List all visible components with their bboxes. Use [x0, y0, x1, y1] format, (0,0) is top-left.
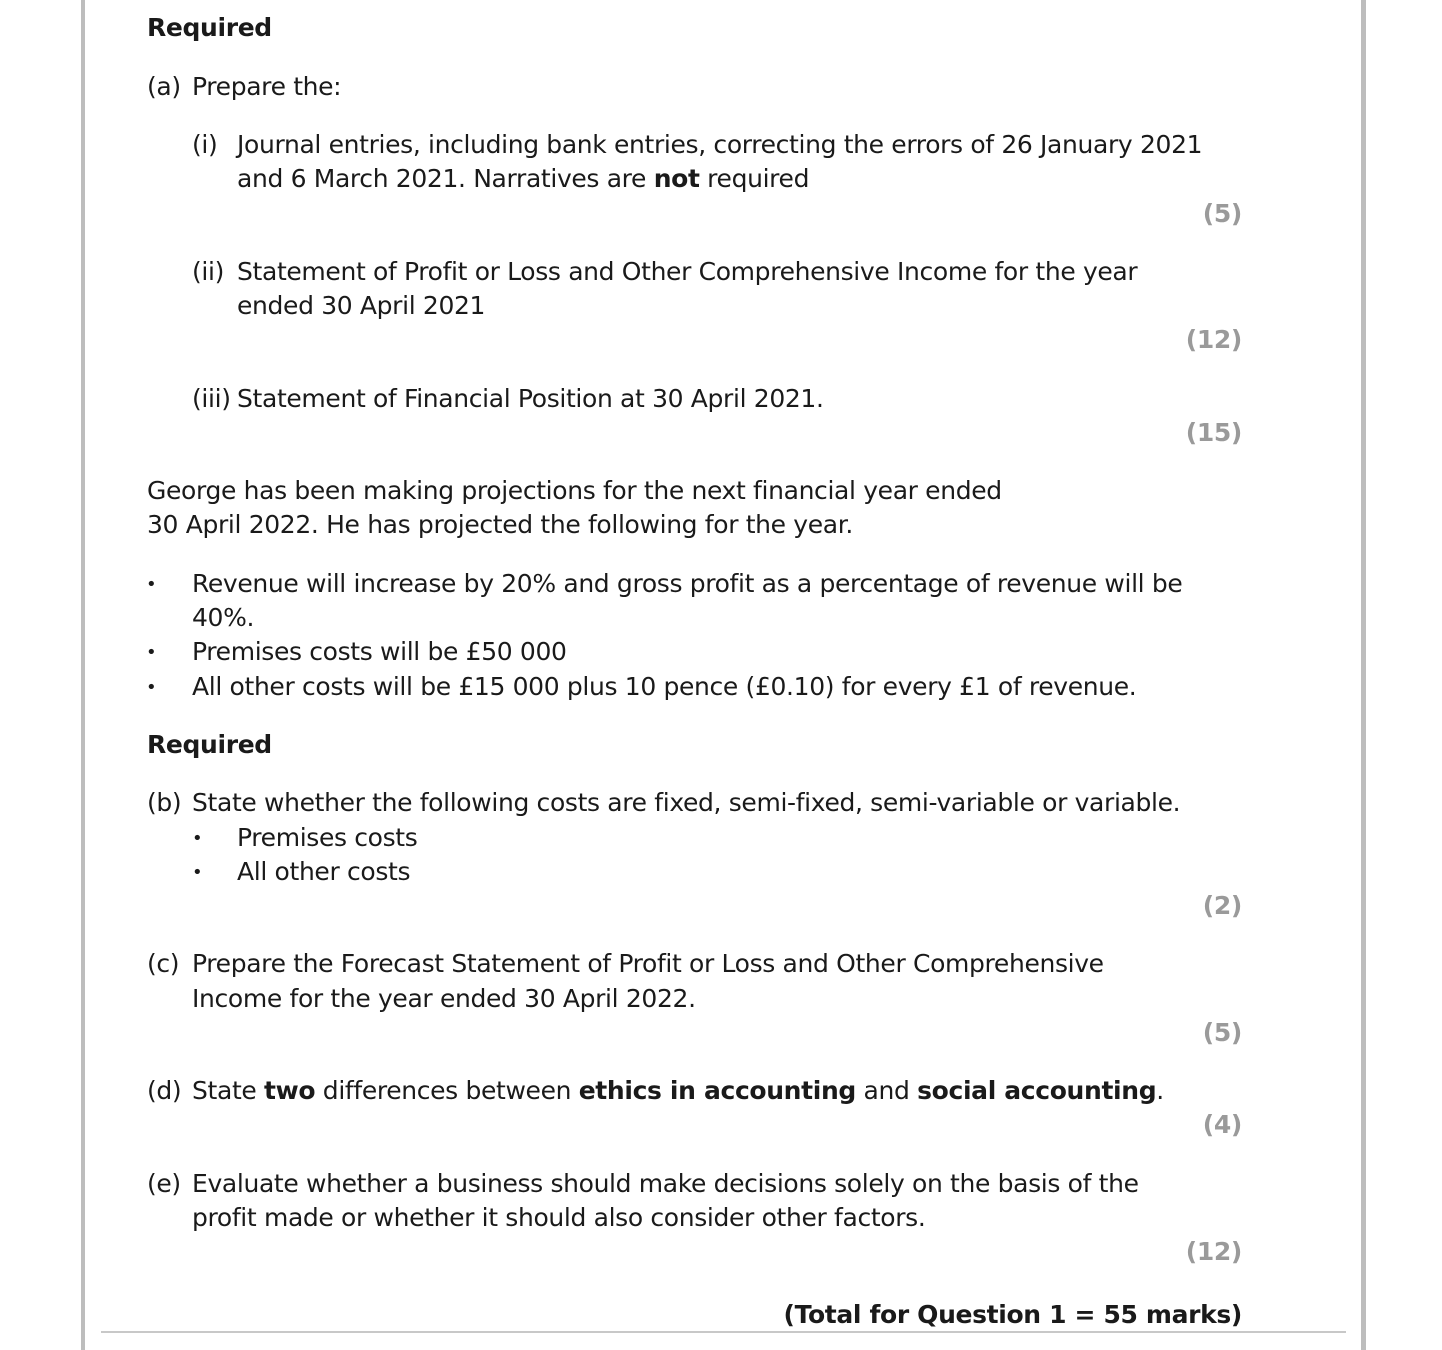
- part-e-label: (e): [147, 1169, 181, 1198]
- projection-bullet-1-cont: 40%.: [192, 603, 255, 632]
- part-a-ii-line1: Statement of Profit or Loss and Other Comprehensive Income for the year: [237, 257, 1138, 286]
- part-c-line1: Prepare the Forecast Statement of Profit or Loss and Other Comprehensive: [192, 949, 1104, 978]
- question-total: (Total for Question 1 = 55 marks): [783, 1300, 1242, 1329]
- part-c-line2: Income for the year ended 30 April 2022.: [192, 984, 696, 1013]
- part-b-item-1: Premises costs: [237, 823, 418, 852]
- part-a-ii-label: (ii): [192, 257, 224, 286]
- part-c-label: (c): [147, 949, 180, 978]
- part-c-marks: (5): [1202, 1018, 1242, 1047]
- part-a-text: Prepare the:: [192, 72, 342, 101]
- part-e-line2: profit made or whether it should also consider other factors.: [192, 1203, 926, 1232]
- bullet-icon: •: [146, 574, 157, 595]
- projection-line1: George has been making projections for the next financial year ended: [147, 476, 1002, 505]
- part-a-iii-label: (iii): [192, 384, 231, 413]
- bullet-icon: •: [146, 677, 157, 698]
- part-a-label: (a): [147, 72, 181, 101]
- part-a-i-line1: Journal entries, including bank entries, correcting the errors of 26 January 2021: [237, 130, 1203, 159]
- part-a-iii-line1: Statement of Financial Position at 30 April 2021.: [237, 384, 824, 413]
- part-e-line1: Evaluate whether a business should make decisions solely on the basis of the: [192, 1169, 1139, 1198]
- part-a-iii-marks: (15): [1185, 418, 1242, 447]
- part-d-label: (d): [147, 1076, 182, 1105]
- required-heading: Required: [147, 730, 272, 759]
- projection-bullet-3: All other costs will be £15 000 plus 10 pence (£0.10) for every £1 of revenue.: [192, 672, 1137, 701]
- page-border-left: [81, 0, 85, 1350]
- part-e-marks: (12): [1185, 1237, 1242, 1266]
- page-border-right: [1361, 0, 1366, 1350]
- bullet-icon: •: [192, 862, 203, 883]
- part-b-marks: (2): [1202, 891, 1242, 920]
- projection-line2: 30 April 2022. He has projected the following for the year.: [147, 510, 853, 539]
- bottom-rule: [101, 1331, 1346, 1333]
- part-d-marks: (4): [1202, 1110, 1242, 1139]
- projection-bullet-2: Premises costs will be £50 000: [192, 637, 567, 666]
- part-b-item-2: All other costs: [237, 857, 411, 886]
- part-b-text: State whether the following costs are fixed, semi-fixed, semi-variable or variable.: [192, 788, 1181, 817]
- part-d-text: State two differences between ethics in accounting and social accounting.: [192, 1076, 1164, 1105]
- part-a-i-marks: (5): [1202, 199, 1242, 228]
- part-a-ii-marks: (12): [1185, 325, 1242, 354]
- projection-bullet-1: Revenue will increase by 20% and gross profit as a percentage of revenue will be: [192, 569, 1183, 598]
- required-heading: Required: [147, 13, 272, 42]
- part-a-i-line2: and 6 March 2021. Narratives are not required: [237, 164, 810, 193]
- part-a-ii-line2: ended 30 April 2021: [237, 291, 486, 320]
- part-b-label: (b): [147, 788, 182, 817]
- bullet-icon: •: [192, 828, 203, 849]
- bullet-icon: •: [146, 642, 157, 663]
- part-a-i-label: (i): [192, 130, 218, 159]
